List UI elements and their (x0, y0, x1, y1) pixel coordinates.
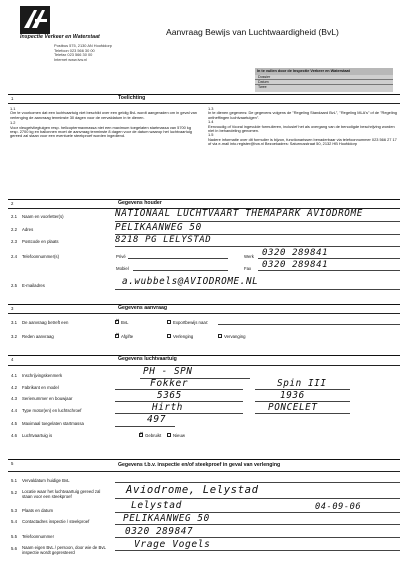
field-number: 4.1 (11, 373, 17, 378)
underline (115, 426, 175, 427)
underline (115, 482, 400, 483)
field-number: 3.2 (11, 334, 17, 339)
verlenging-checkbox[interactable] (167, 334, 171, 338)
field-number: 4.2 (11, 385, 17, 390)
contact-phone-field[interactable]: 0320 289847 (125, 526, 194, 537)
section-heading: Toelichting (118, 95, 146, 101)
note-text: Nadere informatie over dit formulier is bijzon, functionarissen benaderbaar via telefoonnummer 023 566 27 17 of via e-mail into.register@ivw.nl Bezoekadres: Saturnusstraat 50, 2132 HB Hoofddorp (208, 136, 397, 147)
name-field[interactable]: NATIONAAL LUCHTVAART THEMAPARK AVIODROME (115, 208, 363, 219)
field-label: Plaats en datum (22, 508, 54, 513)
field-number: 4.5 (11, 421, 17, 426)
contact-address-field[interactable]: PELIKAANWEG 50 (123, 513, 210, 524)
propeller-field[interactable]: PONCELET (268, 402, 318, 413)
divider (8, 94, 400, 95)
underline (115, 246, 400, 247)
address-block (54, 44, 112, 62)
phone-werk-field[interactable]: 0320 289841 (262, 248, 329, 258)
section-number: 2 (11, 201, 14, 206)
field-label: De aanvraag betreft een (22, 320, 69, 325)
field-label: Reden aanvraag (22, 334, 54, 339)
note-number: 1.3 (208, 106, 214, 111)
section-heading: Gegevens houder (118, 200, 162, 206)
field-number: 4.3 (11, 396, 17, 401)
toelichting-right (208, 107, 398, 147)
field-label: Luchtvaartuig is (22, 433, 53, 438)
field-number: 2.5 (11, 283, 17, 288)
field-number: 5.3 (11, 508, 17, 513)
office-box-title: In te vullen door de Inspectie Verkeer en Waterstaat (255, 68, 393, 75)
field-label: Adres (22, 227, 34, 232)
ivw-logo-icon (20, 6, 50, 34)
field-label: Serienummer en bouwjaar (22, 396, 73, 401)
toelichting-left (10, 107, 198, 139)
phone-fax-label: Fax (244, 266, 252, 271)
field-number: 5.4 (11, 519, 17, 524)
underline (115, 537, 400, 538)
note-text: Om te voorkomen dat een luchtvaartuig niet beschikt over een geldig BvL wordt aangeraden om in geval van verlenging de aanvraag tenminste 30 dagen voor de vervaldatum in te dienen. (10, 110, 197, 120)
afgifte-checkbox[interactable] (115, 334, 119, 338)
mtom-field[interactable]: 497 (147, 414, 167, 425)
field-number: 3.1 (11, 320, 17, 325)
checkbox-label: BvL (121, 320, 129, 325)
section-heading: Gegevens aanvraag (118, 305, 168, 311)
field-label: Naam eigen BvL / persoon, door wie de BvL inspectie wordt gepresteerd (22, 545, 106, 555)
engine-field[interactable]: Hirth (152, 402, 183, 413)
checkbox-label: Verlenging (173, 334, 194, 339)
section-heading: Gegevens t.b.v. inspectie en/of steekproef in geval van verlenging (118, 462, 281, 468)
note-text: Voor vleugelvliegtuigen resp. helicoptermaxmassa niet een maximum toegelaten startmassa van 5700 kg resp. 2700 kg en ballonnen moet de aanvraag tenminste 8 dagen voor de datum waarop het luchtvaartuig gereed zal staan voor een eventuele steekproef worden ingediend. (10, 124, 192, 139)
office-box-row: Dossier (255, 75, 393, 80)
field-number: 2.3 (11, 239, 17, 244)
address-field[interactable]: PELIKAANWEG 50 (115, 222, 202, 233)
note-number: 1.4 (208, 119, 214, 125)
field-label: E-mailadres (22, 283, 45, 288)
section-number: 3 (11, 306, 14, 311)
address-line: Postbus 575, 2130 AN Hoofddorp (54, 43, 112, 48)
note-text: In te dienen gegevens: De gegevens volgens de "Regeling Standaard BvL", "Regeling MLA's" of de "Regeling ontheffingen luchtvaartuigen". (208, 110, 397, 120)
org-name: Inspectie Verkeer en Waterstaat (20, 34, 100, 40)
page-title: Aanvraag Bewijs van Luchtwaardigheid (BvL) (166, 27, 339, 37)
divider (8, 459, 400, 460)
divider (8, 313, 400, 314)
phone-prive-label: Privé (116, 254, 126, 259)
note-number: 1.1 (10, 106, 16, 111)
checkbox-label: Vervanging (224, 334, 246, 339)
underline (133, 270, 228, 271)
field-number: 2.4 (11, 254, 17, 259)
phone-mobiel-label: Mobiel (116, 266, 129, 271)
underline (218, 324, 400, 325)
year-field[interactable]: 1936 (280, 390, 305, 401)
underline (255, 413, 350, 414)
note-text: Eenvoudig of Vooral ingevulde formulieren, inclusief het als overgang van de benodigde beschrijving worden niet in behandeling genomen. (208, 123, 395, 134)
serial-field[interactable]: 5365 (157, 390, 182, 401)
phone-fax-field[interactable]: 0320 289841 (262, 260, 329, 270)
field-label: Type motor(en) en luchtschroef (22, 408, 82, 413)
divider (8, 199, 400, 200)
field-label: Vervaldatum huidige BvL (22, 478, 70, 483)
field-number: 2.1 (11, 214, 17, 219)
field-label: Contactadres inspectie / steekproef (22, 519, 90, 524)
office-box-row: Datum (255, 80, 393, 85)
field-label: Naam en voorletter(s) (22, 214, 64, 219)
field-number: 5.1 (11, 478, 17, 483)
field-label: Inschrijvingskenmerk (22, 373, 63, 378)
note-number: 1.5 (208, 132, 214, 138)
field-label: Fabrikant en model (22, 385, 59, 390)
divider (8, 365, 400, 366)
underline (115, 550, 400, 551)
field-number: 5.2 (11, 490, 17, 495)
underline (115, 524, 400, 525)
address-line: Telefax 023 566 30 00 (54, 52, 93, 58)
office-box-row: Twee (258, 85, 267, 90)
email-field[interactable]: a.wubbels@AVIODROME.NL (122, 276, 259, 287)
inspector-name-field[interactable]: Vrage Vogels (134, 539, 211, 550)
field-label: Telefoonnummer (22, 534, 55, 539)
office-use-box (255, 68, 393, 92)
underline (115, 498, 400, 499)
field-number: 5.6 (11, 546, 17, 551)
location-field[interactable]: Aviodrome, Lelystad (126, 484, 259, 496)
underline (258, 258, 400, 259)
checkbox-label: Afgifte (121, 334, 134, 339)
address-line: Telefoon 023 566 30 00 (54, 47, 95, 53)
field-number: 4.4 (11, 408, 17, 413)
nieuw-checkbox[interactable] (167, 433, 171, 437)
checkbox-label: Exportbewijs naar: (173, 320, 209, 325)
bvl-checkbox[interactable] (115, 320, 119, 324)
vervanging-checkbox[interactable] (218, 334, 222, 338)
divider (8, 471, 400, 472)
address-line: Internet www.ivw.nl (54, 56, 88, 62)
model-field[interactable]: Spin III (277, 378, 327, 389)
underline (128, 258, 228, 259)
place-field[interactable]: Lelystad (131, 500, 183, 511)
divider (8, 304, 400, 305)
section-number: 1 (11, 96, 14, 101)
field-number: 2.2 (11, 227, 17, 232)
phone-werk-label: Werk (244, 254, 254, 259)
checkbox-label: Gebruikt (145, 433, 162, 438)
date-field[interactable]: 04-09-06 (315, 502, 362, 512)
postcode-field[interactable]: 8218 PG LELYSTAD (115, 235, 212, 245)
gebruikt-checkbox[interactable] (139, 433, 143, 437)
underline (115, 289, 400, 290)
section-heading: Gegevens luchtvaartuig (118, 356, 177, 362)
divider (8, 355, 400, 356)
note-number: 1.2 (10, 120, 16, 126)
field-label: Maximaal toegelaten startmassa (22, 421, 84, 426)
logo (20, 6, 50, 34)
export-checkbox[interactable] (167, 320, 171, 324)
underline (115, 413, 243, 414)
registration-field[interactable]: PH - SPN (143, 366, 193, 377)
field-label: Locatie waar het luchtvaartuig gereed zal staan voor een steekproef (22, 489, 101, 499)
manufacturer-field[interactable]: Fokker (150, 378, 189, 389)
section-number: 4 (11, 357, 14, 362)
field-label: Telefoonnummer(s) (22, 254, 60, 259)
field-number: 5.5 (11, 534, 17, 539)
underline (258, 270, 400, 271)
field-label: Postcode en plaats (22, 239, 59, 244)
field-number: 4.6 (11, 433, 17, 438)
section-number: 5 (11, 461, 14, 466)
divider (8, 103, 400, 104)
checkbox-label: Nieuw (173, 433, 185, 438)
